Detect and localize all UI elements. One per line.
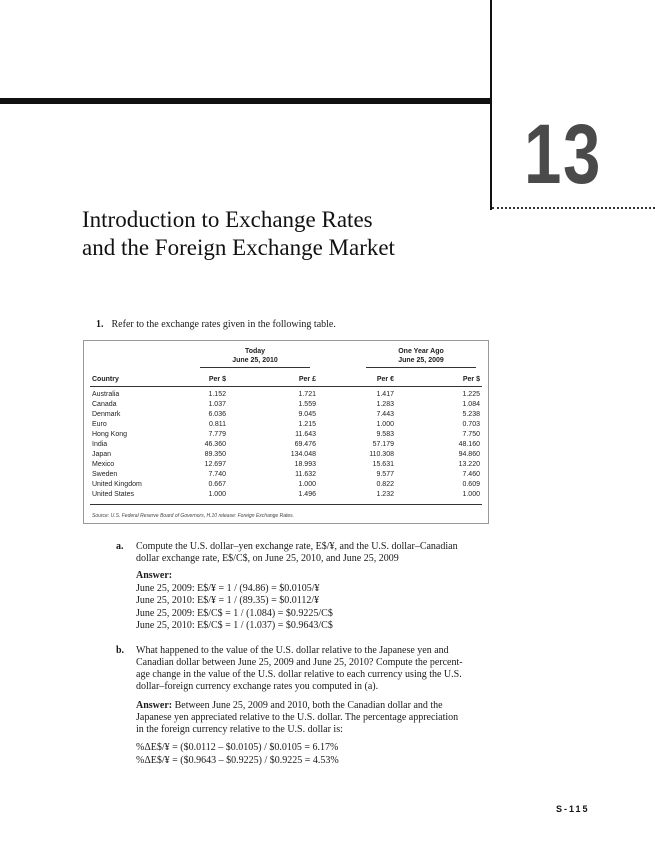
cell-country: India	[92, 441, 108, 448]
table-row	[84, 410, 488, 420]
cell-value: 18.993	[294, 461, 316, 468]
part-b-answer	[136, 700, 491, 736]
part-a-question	[136, 541, 491, 565]
part-b-line-1: What happened to the value of the U.S. dollar relative to the Japanese yen and	[136, 645, 449, 656]
cell-country: Hong Kong	[92, 431, 128, 438]
part-a-answer-3: June 25, 2009: E$/C$ = 1 / (1.084) = $0.9225/C$	[136, 607, 333, 619]
chapter-number: 13	[524, 107, 602, 201]
cell-country: Mexico	[92, 461, 115, 468]
part-a-answer-1: June 25, 2009: E$/¥ = 1 / (94.86) = $0.0105/¥	[136, 582, 320, 594]
col-header-country: Country	[92, 376, 119, 383]
cell-value: 9.045	[298, 411, 316, 418]
cell-value: 46.360	[204, 441, 226, 448]
part-b-line-3: age change in the value of the U.S. dollar relative to each currency using the U.S.	[136, 669, 462, 680]
col-header-ago-per-dollar: Per $	[462, 376, 480, 383]
cell-value: 12.697	[204, 461, 226, 468]
question-1	[96, 319, 336, 330]
cell-value: 7.460	[462, 471, 480, 478]
cell-value: 89.350	[204, 451, 226, 458]
page-number: S-115	[556, 804, 590, 814]
cell-value: 110.308	[369, 451, 394, 458]
group-today-line2: June 25, 2010	[232, 357, 278, 364]
part-b-line-2: Canadian dollar between June 25, 2009 and June 25, 2010? Compute the percent-	[136, 657, 463, 668]
cell-value: 1.496	[298, 491, 316, 498]
part-a-line-1: Compute the U.S. dollar–yen exchange rate, E$/¥, and the U.S. dollar–Canadian	[136, 541, 458, 552]
group-ago-line2: June 25, 2009	[398, 357, 444, 364]
part-b-calc-2: %ΔE$/¥ = ($0.9643 – $0.9225) / $0.9225 = 4.53%	[136, 754, 339, 766]
cell-value: 9.583	[376, 431, 394, 438]
table-row	[84, 460, 488, 470]
cell-value: 1.000	[298, 481, 316, 488]
group-header-ago	[366, 347, 476, 365]
table-source: Source: U.S. Federal Reserve Board of Governors, H.10 release: Foreign Exchange Rates.	[92, 513, 295, 519]
chapter-title-line-2: and the Foreign Exchange Market	[82, 235, 395, 260]
cell-value: 1.225	[462, 391, 480, 398]
cell-value: 1.283	[376, 401, 394, 408]
part-a-line-2: dollar exchange rate, E$/C$, on June 25, 2010, and June 25, 2009	[136, 553, 399, 564]
cell-value: 1.215	[298, 421, 316, 428]
group-ago-line1: One Year Ago	[398, 348, 444, 355]
table-row	[84, 430, 488, 440]
part-b-question	[136, 645, 491, 693]
header-horizontal-rule	[0, 98, 492, 104]
question-text: Refer to the exchange rates given in the following table.	[111, 319, 336, 330]
cell-value: 134.048	[290, 451, 316, 458]
part-a-answer	[136, 570, 333, 633]
exchange-rate-table	[83, 340, 489, 524]
col-header-today-per-pound: Per £	[298, 376, 316, 383]
part-b-calculations	[136, 742, 339, 767]
chapter-title	[82, 206, 482, 262]
cell-country: Japan	[92, 451, 112, 458]
cell-value: 1.000	[376, 421, 394, 428]
cell-value: 7.750	[462, 431, 480, 438]
cell-value: 11.643	[295, 431, 316, 438]
cell-value: 1.000	[208, 491, 226, 498]
footer-rule	[90, 504, 482, 505]
cell-value: 0.667	[208, 481, 226, 488]
cell-value: 0.703	[462, 421, 480, 428]
cell-country: United States	[92, 491, 135, 498]
cell-value: 1.037	[208, 401, 226, 408]
part-b-label: b.	[116, 645, 125, 656]
cell-value: 7.443	[376, 411, 394, 418]
cell-value: 0.609	[462, 481, 480, 488]
cell-country: Canada	[92, 401, 117, 408]
table-row	[84, 490, 488, 500]
cell-value: 9.577	[376, 471, 394, 478]
table-row	[84, 470, 488, 480]
group-today-rule	[200, 367, 310, 368]
cell-value: 15.631	[372, 461, 394, 468]
table-row	[84, 420, 488, 430]
cell-country: Australia	[92, 391, 120, 398]
group-header-today	[200, 347, 310, 365]
cell-country: United Kingdom	[92, 481, 142, 488]
cell-value: 48.160	[458, 441, 480, 448]
cell-value: 1.417	[376, 391, 394, 398]
group-today-line1: Today	[244, 348, 266, 355]
cell-value: 6.036	[208, 411, 226, 418]
cell-value: 7.740	[208, 471, 226, 478]
part-a-answer-2: June 25, 2010: E$/¥ = 1 / (89.35) = $0.0112/¥	[136, 595, 320, 606]
cell-country: Denmark	[92, 411, 121, 418]
table-row	[84, 390, 488, 400]
part-a-label: a.	[116, 541, 124, 552]
table-row	[84, 450, 488, 460]
header-rule	[90, 386, 482, 387]
cell-value: 7.779	[208, 431, 226, 438]
cell-value: 1.000	[462, 491, 480, 498]
cell-value: 13.220	[458, 461, 480, 468]
col-header-today-per-dollar: Per $	[208, 376, 226, 383]
group-ago-rule	[366, 367, 476, 368]
cell-country: Euro	[92, 421, 107, 428]
question-number: 1.	[96, 319, 104, 330]
cell-value: 1.721	[298, 391, 316, 398]
cell-value: 69.476	[294, 441, 316, 448]
cell-value: 0.811	[209, 421, 226, 428]
part-b-answer-line-3: in the foreign currency relative to the U.S. dollar is:	[136, 724, 343, 735]
part-b-answer-line-2: Japanese yen appreciated relative to the U.S. dollar. The percentage appreciation	[136, 712, 459, 723]
part-b-calc-1: %ΔE$/¥ = ($0.0112 – $0.0105) / $0.0105 = 6.17%	[136, 742, 339, 753]
chapter-title-line-1: Introduction to Exchange Rates	[82, 207, 373, 232]
part-b-answer-line-1: Between June 25, 2009 and 2010, both the Canadian dollar and the	[174, 700, 443, 711]
table-row	[84, 480, 488, 490]
cell-value: 1.084	[462, 401, 480, 408]
part-a-answer-label: Answer:	[136, 570, 173, 581]
header-vertical-rule	[490, 0, 492, 210]
part-a-answer-4: June 25, 2010: E$/C$ = 1 / (1.037) = $0.9643/C$	[136, 620, 333, 631]
cell-value: 1.559	[298, 401, 316, 408]
part-b-line-4: dollar–foreign currency exchange rates you computed in (a).	[136, 681, 379, 692]
cell-value: 1.152	[208, 391, 226, 398]
part-b-answer-label: Answer:	[136, 700, 173, 711]
cell-value: 0.822	[376, 481, 394, 488]
cell-value: 94.860	[458, 451, 480, 458]
cell-value: 57.179	[372, 441, 394, 448]
cell-value: 11.632	[295, 471, 316, 478]
col-header-ago-per-euro: Per €	[376, 376, 394, 383]
dotted-rule	[492, 207, 655, 209]
cell-value: 1.232	[376, 491, 394, 498]
table-row	[84, 400, 488, 410]
cell-country: Sweden	[92, 471, 118, 478]
table-row	[84, 440, 488, 450]
cell-value: 5.238	[462, 411, 480, 418]
